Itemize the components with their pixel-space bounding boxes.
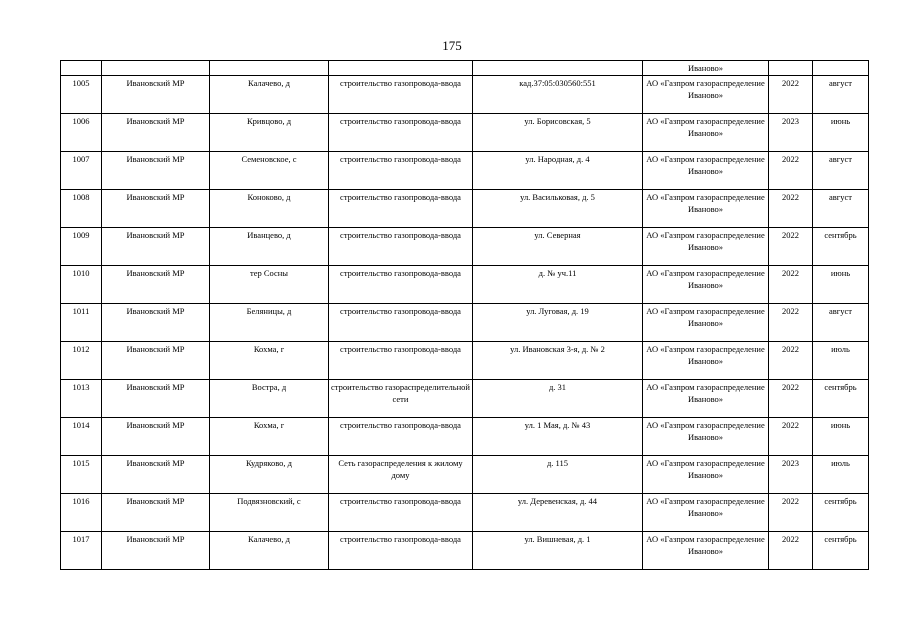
cell-address: ул. Ивановская 3-я, д. № 2: [473, 342, 643, 380]
cell-work: строительство газопровода-ввода: [329, 266, 473, 304]
cell-district: Ивановский МР: [102, 266, 210, 304]
cell-executor: АО «Газпром газораспределение Иваново»: [643, 76, 769, 114]
cell-executor: АО «Газпром газораспределение Иваново»: [643, 114, 769, 152]
cell-settlement: Кривцово, д: [210, 114, 329, 152]
cell-year: 2023: [769, 114, 813, 152]
table-row: [61, 456, 869, 494]
cell-number: 1010: [61, 266, 102, 304]
cell-year: 2022: [769, 190, 813, 228]
cell-work: строительство газопровода-ввода: [329, 114, 473, 152]
cell-number: 1017: [61, 532, 102, 570]
cell-executor: Иваново»: [643, 61, 769, 76]
cell-executor: АО «Газпром газораспределение Иваново»: [643, 342, 769, 380]
cell-month: сентябрь: [813, 532, 869, 570]
cell-month: август: [813, 190, 869, 228]
cell-year: 2023: [769, 456, 813, 494]
cell-settlement: Кохма, г: [210, 418, 329, 456]
cell-year: 2022: [769, 152, 813, 190]
cell-district: Ивановский МР: [102, 76, 210, 114]
cell-settlement: Коноково, д: [210, 190, 329, 228]
table-row: [61, 152, 869, 190]
cell-work: строительство газопровода-ввода: [329, 228, 473, 266]
cell-district: Ивановский МР: [102, 532, 210, 570]
cell-district: Ивановский МР: [102, 380, 210, 418]
cell-settlement: Калачево, д: [210, 532, 329, 570]
cell-address: д. 115: [473, 456, 643, 494]
cell-district: Ивановский МР: [102, 342, 210, 380]
gasification-table: [60, 60, 869, 570]
cell-district: Ивановский МР: [102, 456, 210, 494]
cell-year: 2022: [769, 494, 813, 532]
cell-executor: АО «Газпром газораспределение Иваново»: [643, 152, 769, 190]
cell-month: сентябрь: [813, 494, 869, 532]
cell-district: Ивановский МР: [102, 494, 210, 532]
cell-year: 2022: [769, 228, 813, 266]
table-row: [61, 418, 869, 456]
cell-number: 1016: [61, 494, 102, 532]
cell-district: Ивановский МР: [102, 114, 210, 152]
cell-number: 1006: [61, 114, 102, 152]
cell-work: строительство газопровода-ввода: [329, 418, 473, 456]
cell-settlement: Семеновское, с: [210, 152, 329, 190]
table-row: [61, 266, 869, 304]
cell-year: 2022: [769, 342, 813, 380]
cell-settlement: Подвязновский, с: [210, 494, 329, 532]
cell-number: [61, 61, 102, 76]
cell-year: 2022: [769, 76, 813, 114]
cell-settlement: Беляницы, д: [210, 304, 329, 342]
cell-work: строительство газопровода-ввода: [329, 494, 473, 532]
cell-address: ул. Борисовская, 5: [473, 114, 643, 152]
cell-month: июнь: [813, 266, 869, 304]
cell-executor: АО «Газпром газораспределение Иваново»: [643, 380, 769, 418]
cell-executor: АО «Газпром газораспределение Иваново»: [643, 494, 769, 532]
cell-work: Сеть газораспределения к жилому дому: [329, 456, 473, 494]
cell-number: 1012: [61, 342, 102, 380]
cell-settlement: тер Сосны: [210, 266, 329, 304]
cell-address: ул. Северная: [473, 228, 643, 266]
cell-work: строительство газопровода-ввода: [329, 190, 473, 228]
cell-number: 1011: [61, 304, 102, 342]
table-row: [61, 494, 869, 532]
cell-month: июнь: [813, 418, 869, 456]
table-row: [61, 190, 869, 228]
cell-executor: АО «Газпром газораспределение Иваново»: [643, 304, 769, 342]
table-row: [61, 380, 869, 418]
cell-year: 2022: [769, 266, 813, 304]
cell-district: Ивановский МР: [102, 152, 210, 190]
cell-year: 2022: [769, 532, 813, 570]
cell-work: строительство газопровода-ввода: [329, 304, 473, 342]
cell-district: Ивановский МР: [102, 418, 210, 456]
table-row: [61, 532, 869, 570]
cell-work: строительство газопровода-ввода: [329, 152, 473, 190]
table-row: [61, 76, 869, 114]
cell-month: август: [813, 76, 869, 114]
cell-month: [813, 61, 869, 76]
cell-address: ул. 1 Мая, д. № 43: [473, 418, 643, 456]
cell-month: сентябрь: [813, 228, 869, 266]
cell-work: строительство газопровода-ввода: [329, 342, 473, 380]
cell-address: ул. Деревенская, д. 44: [473, 494, 643, 532]
cell-year: 2022: [769, 304, 813, 342]
cell-address: ул. Народная, д. 4: [473, 152, 643, 190]
cell-number: 1007: [61, 152, 102, 190]
cell-executor: АО «Газпром газораспределение Иваново»: [643, 266, 769, 304]
cell-month: август: [813, 304, 869, 342]
cell-number: 1009: [61, 228, 102, 266]
cell-district: Ивановский МР: [102, 190, 210, 228]
cell-executor: АО «Газпром газораспределение Иваново»: [643, 456, 769, 494]
cell-month: июль: [813, 342, 869, 380]
cell-year: [769, 61, 813, 76]
table-row: [61, 304, 869, 342]
cell-number: 1013: [61, 380, 102, 418]
table-body: [61, 61, 869, 570]
cell-work: строительство газопровода-ввода: [329, 532, 473, 570]
cell-address: [473, 61, 643, 76]
cell-address: ул. Васильковая, д. 5: [473, 190, 643, 228]
cell-executor: АО «Газпром газораспределение Иваново»: [643, 532, 769, 570]
cell-month: сентябрь: [813, 380, 869, 418]
table-row: [61, 228, 869, 266]
cell-district: [102, 61, 210, 76]
page-number: 175: [442, 38, 462, 53]
cell-settlement: Кохма, г: [210, 342, 329, 380]
cell-executor: АО «Газпром газораспределение Иваново»: [643, 418, 769, 456]
cell-settlement: [210, 61, 329, 76]
cell-address: кад.37:05:030560:551: [473, 76, 643, 114]
cell-number: 1008: [61, 190, 102, 228]
cell-address: д. № уч.11: [473, 266, 643, 304]
cell-number: 1014: [61, 418, 102, 456]
cell-executor: АО «Газпром газораспределение Иваново»: [643, 190, 769, 228]
cell-executor: АО «Газпром газораспределение Иваново»: [643, 228, 769, 266]
cell-address: ул. Луговая, д. 19: [473, 304, 643, 342]
cell-settlement: Иванцево, д: [210, 228, 329, 266]
cell-district: Ивановский МР: [102, 304, 210, 342]
cell-month: июль: [813, 456, 869, 494]
cell-month: июнь: [813, 114, 869, 152]
cell-address: ул. Вишневая, д. 1: [473, 532, 643, 570]
cell-work: строительство газопровода-ввода: [329, 76, 473, 114]
cell-month: август: [813, 152, 869, 190]
cell-number: 1005: [61, 76, 102, 114]
cell-number: 1015: [61, 456, 102, 494]
cell-settlement: Востра, д: [210, 380, 329, 418]
cell-settlement: Кудряково, д: [210, 456, 329, 494]
cell-district: Ивановский МР: [102, 228, 210, 266]
cell-year: 2022: [769, 380, 813, 418]
cell-settlement: Калачево, д: [210, 76, 329, 114]
cell-work: [329, 61, 473, 76]
table-row: [61, 114, 869, 152]
table-row: [61, 342, 869, 380]
table-row-continued: [61, 61, 869, 76]
cell-address: д. 31: [473, 380, 643, 418]
cell-year: 2022: [769, 418, 813, 456]
cell-work: строительство газораспределительной сети: [329, 380, 473, 418]
